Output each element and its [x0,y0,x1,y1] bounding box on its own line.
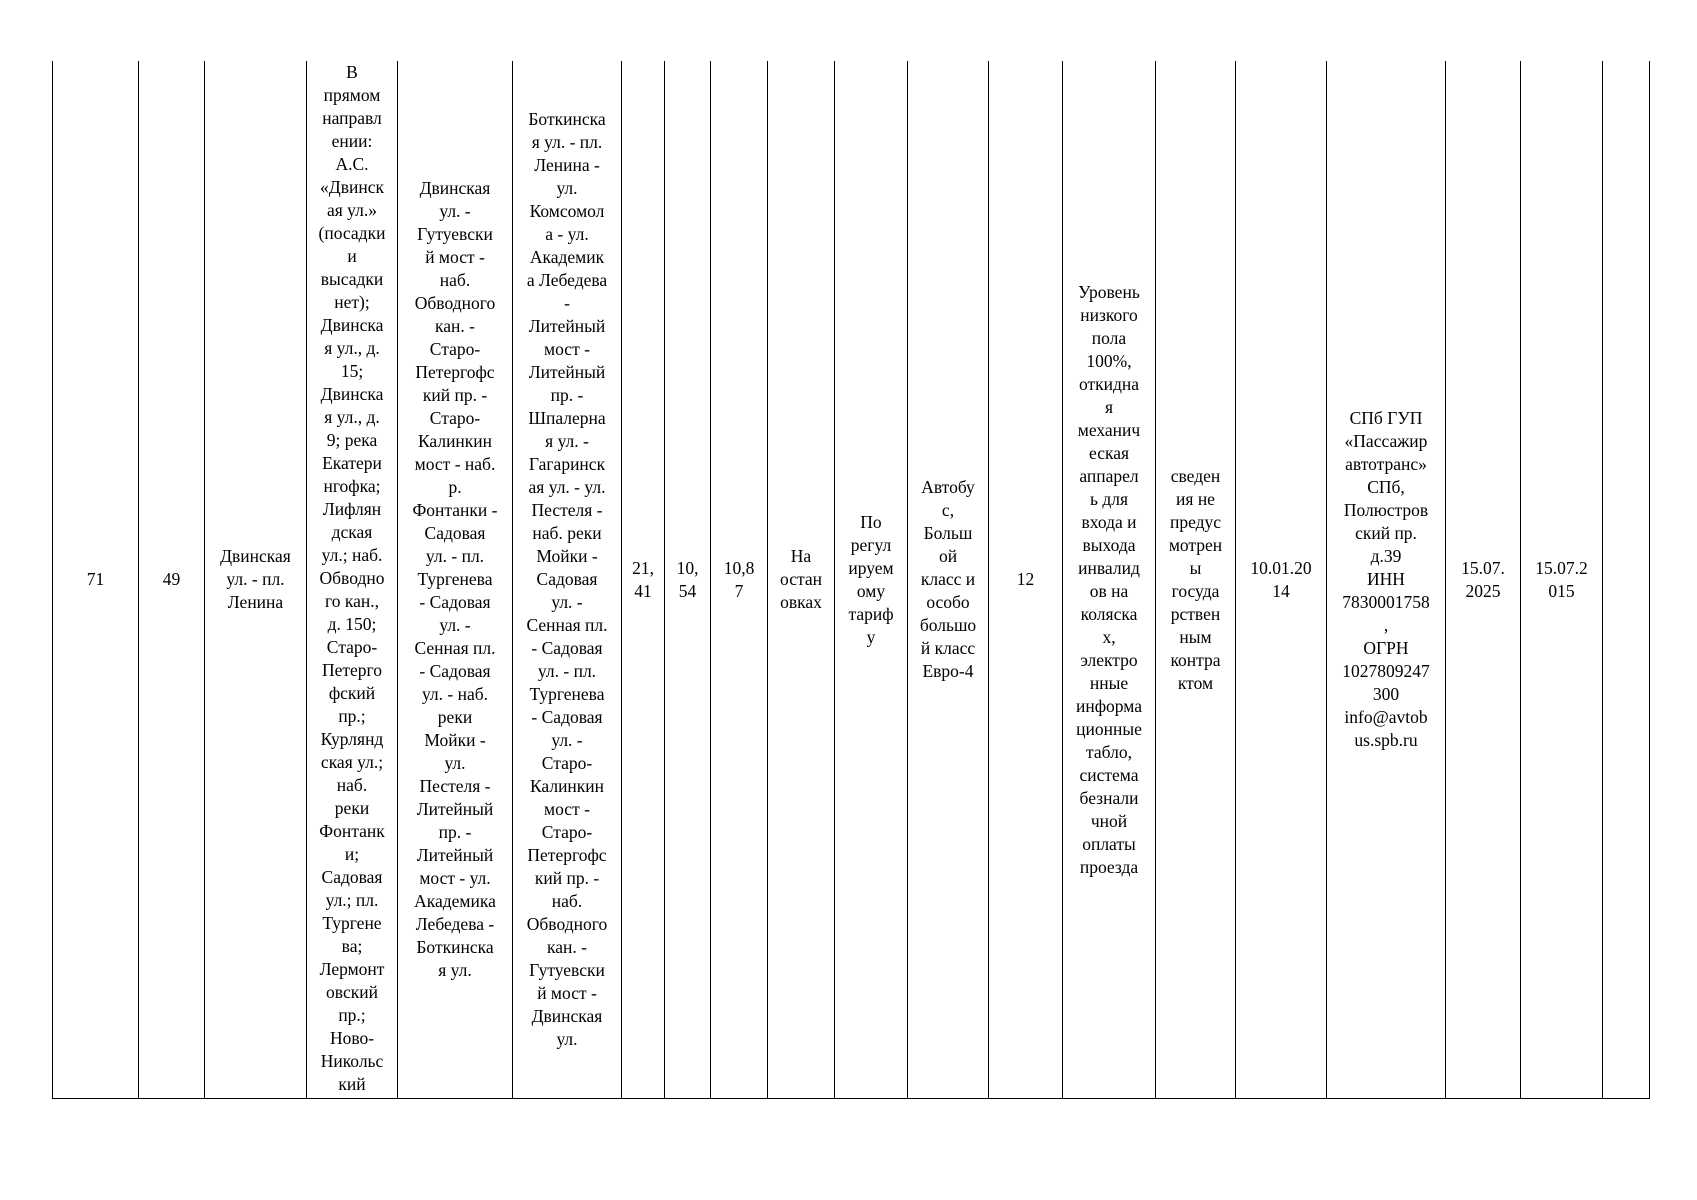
streets-backward-cell [513,61,622,1099]
date-2: 15.07.2 015 [1535,557,1588,601]
length-backward-cell [711,61,768,1099]
vehicle-features: Уровень низкого пола 100%, откидна я механич еская аппарел ь для входа и выхода инвалид ов на коляска х, электро нные информа ционные табло, система безнали чной оплаты проезда [1075,281,1143,877]
length-forward-cell [665,61,711,1099]
date-1-cell [1446,61,1521,1099]
vehicle-cell [908,61,989,1099]
stops-list: В прямом направл ении: А.С. «Двинск ая ул.» (посадки и высадки нет); Двинска я ул., д. 15; Двинска я ул., д. 9; река Екатери нгофка; Лифлян дская ул.; наб. Обводно го кан., д. 150; Старо- Петерго фский пр.; Курлянд ская ул.; наб. реки Фонтанк и; Садовая ул.; пл. Тургене ва; Лермонт овский пр.; Ново- Никольс кий [318,62,386,1094]
length-total: 21, 41 [632,557,654,601]
registry-number-cell [53,61,139,1099]
tariff-type-cell [835,61,908,1099]
vehicle-description: Автобу с, Больш ой класс и особо большо й класс Евро-4 [919,477,977,681]
route-name: Двинская ул. - пл. Ленина [220,546,291,612]
tariff-type: По регул ируем ому тариф у [848,511,894,647]
vehicle-features-cell [1063,61,1156,1099]
streets-backward: Боткинска я ул. - пл. Ленина - ул. Комсомол а - ул. Академик а Лебедева - Литейный мост - Литейный пр. - Шпалерна я ул. - Гагаринск ая ул. - ул. Пестеля - наб. реки Мойки - Садовая ул. - Сенная пл. - Садовая ул. - пл. Тургенева - Садовая ул. - Старо- Калинкин мост - Старо- Петергофс кий пр. - наб. Обводного кан. - Гутуевски й мост - Двинская ул. [526,109,608,1049]
boarding-order: На остан овках [780,546,822,612]
contract-info-cell [1156,61,1236,1099]
date-1: 15.07. 2025 [1461,557,1505,601]
notes-cell [1603,61,1650,1099]
carrier-info: СПб ГУП «Пассажир автотранс» СПб, Полюстров ский пр. д.39 ИНН 7830001758 , ОГРН 1027809247 300 info@avtob us.spb.ru [1342,408,1430,750]
length-backward: 10,8 7 [723,557,755,601]
route-number: 49 [162,569,181,589]
vehicle-count: 12 [1016,569,1035,589]
route-number-cell [139,61,205,1099]
streets-forward-cell [398,61,513,1099]
vehicle-count-cell [989,61,1063,1099]
boarding-order-cell [768,61,835,1099]
route-registry-table [52,61,1650,1099]
carrier-cell [1327,61,1446,1099]
contract-info: сведен ия не предус мотрен ы госуда рствен ным контра ктом [1168,465,1223,693]
date-2-cell [1521,61,1603,1099]
table-row [53,61,1650,1099]
start-date: 10.01.20 14 [1250,557,1312,601]
streets-forward: Двинская ул. - Гутуевски й мост - наб. Обводного кан. - Старо- Петергофс кий пр. - Старо- Калинкин мост - наб. р. Фонтанки - Садовая ул. - пл. Тургенева - Садовая ул. - Сенная пл. - Садовая ул. - наб. реки Мойки - ул. Пестеля - Литейный пр. - Литейный мост - ул. Академика Лебедева - Боткинска я ул. [412,178,498,980]
length-total-cell [622,61,665,1099]
start-date-cell [1236,61,1327,1099]
length-forward: 10, 54 [676,557,699,601]
stops-cell [307,61,398,1099]
route-name-cell [205,61,307,1099]
registry-number: 71 [86,569,105,589]
